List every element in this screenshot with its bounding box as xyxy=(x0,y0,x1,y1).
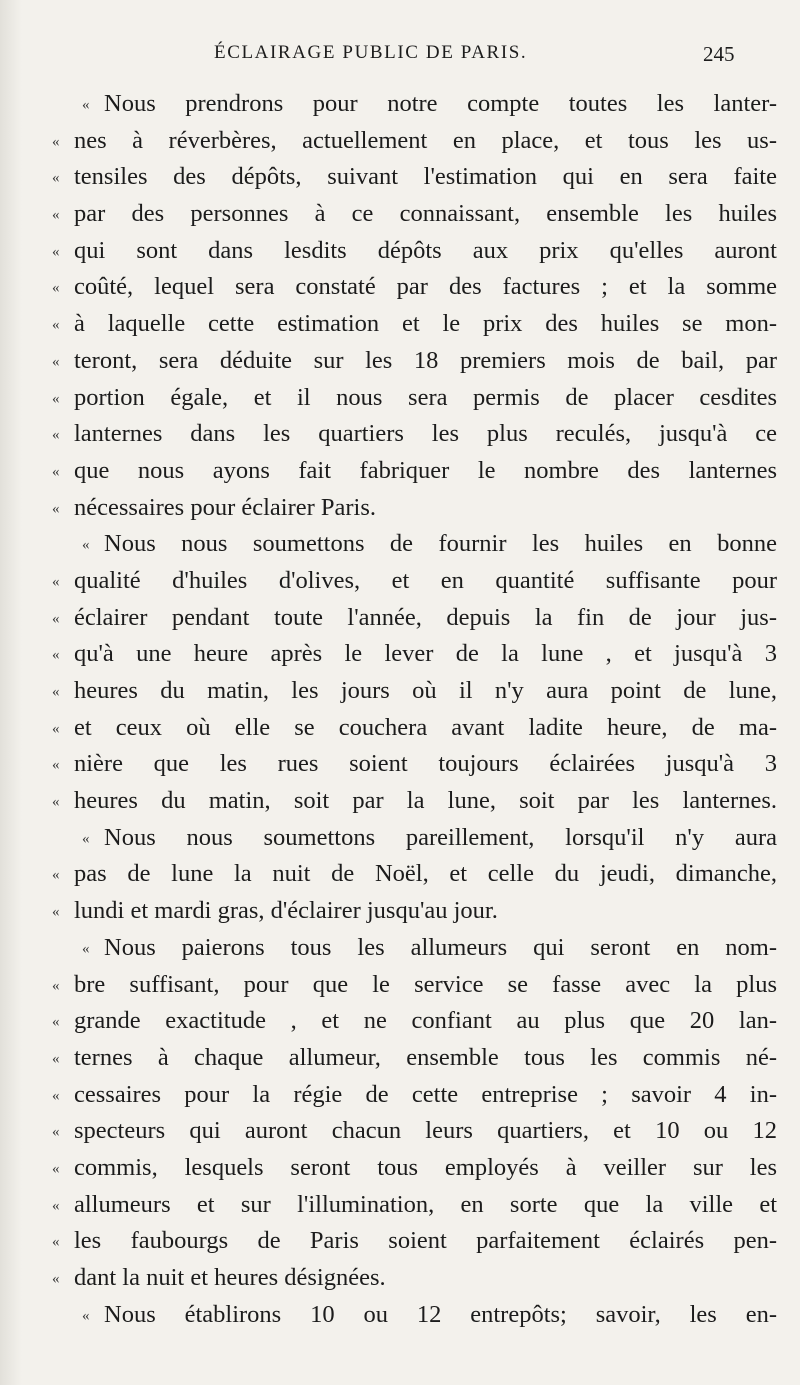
line-text: bre suffisant, pour que le service se fasse avec la plus xyxy=(74,970,777,998)
text-line xyxy=(52,233,777,270)
quote-mark: « xyxy=(52,1197,60,1214)
line-text: Nous nous soumettons pareillement, lorsqu'il n'y aura xyxy=(104,823,777,851)
quote-mark: « xyxy=(52,757,60,774)
line-text: ternes à chaque allumeur, ensemble tous les commis né- xyxy=(74,1043,777,1071)
line-text: coûté, lequel sera constaté par des factures ; et la somme xyxy=(74,273,777,301)
quote-mark: « xyxy=(52,647,60,664)
line-text: les faubourgs de Paris soient parfaitement éclairés pen- xyxy=(74,1227,777,1255)
quote-mark: « xyxy=(52,1234,60,1251)
quote-mark: « xyxy=(52,977,60,994)
text-line xyxy=(52,1223,777,1260)
text-line xyxy=(52,673,777,710)
quote-mark: « xyxy=(52,427,60,444)
line-text: et ceux où elle se couchera avant ladite heure, de ma- xyxy=(74,713,777,741)
line-text: Nous établirons 10 ou 12 entrepôts; savoir, les en- xyxy=(104,1300,777,1328)
line-text: éclairer pendant toute l'année, depuis la fin de jour jus- xyxy=(74,603,777,631)
line-text: par des personnes à ce connaissant, ensemble les huiles xyxy=(74,200,777,228)
quote-mark: « xyxy=(52,1124,60,1141)
text-line xyxy=(52,490,777,527)
page-header xyxy=(0,42,800,76)
line-text: portion égale, et il nous sera permis de placer cesdites xyxy=(74,383,777,411)
text-line xyxy=(52,86,777,123)
quote-mark: « xyxy=(52,243,60,260)
text-line xyxy=(52,269,777,306)
text-line xyxy=(52,783,777,820)
quote-mark: « xyxy=(52,720,60,737)
line-text: qu'à une heure après le lever de la lune , et jusqu'à 3 xyxy=(74,640,777,668)
quote-mark: « xyxy=(52,573,60,590)
quote-mark: « xyxy=(82,537,90,554)
body-text xyxy=(52,86,777,1333)
text-line xyxy=(52,380,777,417)
text-line xyxy=(52,600,777,637)
text-line xyxy=(52,1297,777,1334)
line-text: grande exactitude , et ne confiant au plus que 20 lan- xyxy=(74,1007,777,1035)
text-line xyxy=(52,746,777,783)
quote-mark: « xyxy=(52,1271,60,1287)
line-text: qualité d'huiles d'olives, et en quantité suffisante pour xyxy=(74,566,777,594)
quote-mark: « xyxy=(52,1050,60,1067)
quote-mark: « xyxy=(52,610,60,627)
quote-mark: « xyxy=(82,1307,90,1324)
text-line xyxy=(52,1187,777,1224)
text-line xyxy=(52,453,777,490)
line-text: allumeurs et sur l'illumination, en sorte que la ville et xyxy=(74,1190,777,1218)
quote-mark: « xyxy=(52,794,60,811)
quote-mark: « xyxy=(82,940,90,957)
line-text: heures du matin, les jours où il n'y aura point de lune, xyxy=(74,677,777,704)
text-line xyxy=(52,343,777,380)
text-line xyxy=(52,636,777,673)
text-line xyxy=(52,1040,777,1077)
line-text: nière que les rues soient toujours éclairées jusqu'à 3 xyxy=(74,750,777,778)
line-text: lanternes dans les quartiers les plus reculés, jusqu'à ce xyxy=(74,420,777,448)
text-line xyxy=(52,1150,777,1187)
quote-mark: « xyxy=(52,170,60,187)
line-text: cessaires pour la régie de cette entreprise ; savoir 4 in- xyxy=(74,1080,777,1108)
line-text: lundi et mardi gras, d'éclairer jusqu'au jour. xyxy=(74,897,498,925)
quote-mark: « xyxy=(52,1087,60,1104)
line-text: qui sont dans lesdits dépôts aux prix qu'elles auront xyxy=(74,236,777,264)
text-line xyxy=(52,1003,777,1040)
text-line xyxy=(52,159,777,196)
quote-mark: « xyxy=(52,133,60,150)
text-line xyxy=(52,856,777,893)
quote-mark: « xyxy=(52,280,60,297)
line-text: nes à réverbères, actuellement en place, et tous les us- xyxy=(74,126,777,154)
line-text: pas de lune la nuit de Noël, et celle du jeudi, dimanche, xyxy=(74,860,777,888)
quote-mark: « xyxy=(52,207,60,224)
text-line xyxy=(52,1077,777,1114)
text-line xyxy=(52,967,777,1004)
quote-mark: « xyxy=(52,500,60,517)
quote-mark: « xyxy=(52,684,60,700)
page-gutter-shadow xyxy=(0,0,22,1385)
line-text: Nous paierons tous les allumeurs qui seront en nom- xyxy=(104,933,777,961)
quote-mark: « xyxy=(52,1160,60,1177)
text-line xyxy=(52,306,777,343)
text-line xyxy=(52,1260,777,1297)
text-line xyxy=(52,1113,777,1150)
page-number: 245 xyxy=(703,42,735,66)
quote-mark: « xyxy=(52,317,60,334)
line-text: à laquelle cette estimation et le prix des huiles se mon- xyxy=(74,310,777,338)
text-line xyxy=(52,416,777,453)
line-text: Nous prendrons pour notre compte toutes les lanter- xyxy=(104,90,777,117)
quote-mark: « xyxy=(52,390,60,407)
quote-mark: « xyxy=(52,1014,60,1031)
text-line xyxy=(52,563,777,600)
quote-mark: « xyxy=(52,904,60,921)
text-line xyxy=(52,196,777,233)
quote-mark: « xyxy=(82,97,90,113)
quote-mark: « xyxy=(52,867,60,884)
quote-mark: « xyxy=(52,463,60,480)
quote-mark: « xyxy=(52,353,60,370)
running-title: ÉCLAIRAGE PUBLIC DE PARIS. xyxy=(214,42,528,63)
quote-mark: « xyxy=(82,830,90,847)
line-text: que nous ayons fait fabriquer le nombre des lanternes xyxy=(74,456,777,484)
text-line xyxy=(52,526,777,563)
text-line xyxy=(52,820,777,857)
line-text: specteurs qui auront chacun leurs quartiers, et 10 ou 12 xyxy=(74,1117,777,1145)
line-text: Nous nous soumettons de fournir les huiles en bonne xyxy=(104,530,777,558)
text-line xyxy=(52,123,777,160)
line-text: teront, sera déduite sur les 18 premiers mois de bail, par xyxy=(74,346,777,374)
line-text: dant la nuit et heures désignées. xyxy=(74,1264,386,1291)
text-line xyxy=(52,710,777,747)
line-text: heures du matin, soit par la lune, soit par les lanternes. xyxy=(74,787,777,815)
text-line xyxy=(52,930,777,967)
line-text: nécessaires pour éclairer Paris. xyxy=(74,493,377,521)
line-text: tensiles des dépôts, suivant l'estimation qui en sera faite xyxy=(74,163,777,191)
line-text: commis, lesquels seront tous employés à veiller sur les xyxy=(74,1153,777,1181)
text-line xyxy=(52,893,777,930)
